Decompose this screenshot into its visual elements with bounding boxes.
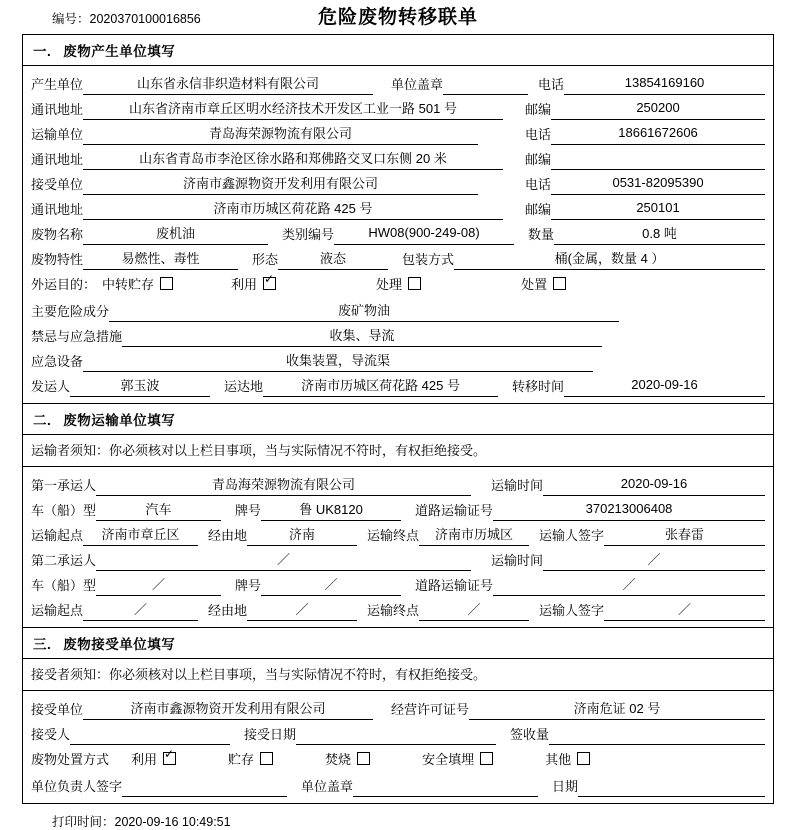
received-amount-label: 签收量	[510, 727, 550, 742]
waste-package-label: 包装方式	[402, 252, 455, 267]
purpose-option-utilize-label: 利用	[231, 277, 258, 292]
emergency-equipment-label: 应急设备	[31, 354, 84, 369]
plate1-label: 牌号	[235, 503, 262, 518]
disposal-option-store-label: 贮存	[228, 752, 255, 767]
section2-number: 二.	[33, 413, 52, 428]
section1-header-row	[23, 35, 774, 66]
vehicle1-label: 车（船）型	[31, 503, 97, 518]
section3-number: 三.	[33, 637, 52, 652]
start2-value[interactable]: ／	[83, 599, 198, 621]
transport-unit-row	[31, 120, 765, 145]
section2-body	[23, 467, 773, 627]
waste-package-value[interactable]: 桶(金属，数量 4 ）	[454, 248, 765, 270]
carrier1-row	[31, 471, 765, 496]
receiving-unit-row	[31, 695, 765, 720]
receiving-date-value[interactable]	[296, 725, 496, 745]
receiving-unit-value[interactable]: 济南市鑫源物资开发利用有限公司	[83, 698, 373, 720]
signature-date-value[interactable]	[578, 777, 765, 797]
waste-quantity-value[interactable]: 0.8 吨	[554, 223, 765, 245]
license2-value[interactable]: ／	[493, 574, 765, 596]
hazard-component-value[interactable]: 废矿物油	[109, 300, 619, 322]
start2-label: 运输起点	[31, 603, 84, 618]
unit-stamp-label: 单位盖章	[301, 779, 354, 794]
purpose-option-utilize[interactable]	[231, 274, 276, 293]
leader-signature-row	[31, 772, 765, 797]
transfer-time-label: 转移时间	[512, 379, 565, 394]
print-time-value: 2020-09-16 10:49:51	[114, 815, 231, 829]
purpose-option-transit-checkbox[interactable]	[160, 277, 173, 290]
carrier2-row	[31, 546, 765, 571]
arrive-place-value[interactable]: 济南市历城区荷花路 425 号	[263, 375, 498, 397]
receiver-zip-label: 邮编	[525, 202, 552, 217]
transport-unit-value[interactable]: 青岛海荣源物流有限公司	[83, 123, 478, 145]
producer-address-value[interactable]: 山东省济南市章丘区明水经济技术开发区工业一路 501 号	[83, 98, 503, 120]
producer-zip-label: 邮编	[525, 102, 552, 117]
carrier2-time-label: 运输时间	[491, 553, 544, 568]
route2-row	[31, 596, 765, 621]
transfer-time-value[interactable]: 2020-09-16	[564, 377, 765, 397]
leader-signature-value[interactable]	[122, 777, 287, 797]
section2-header-row	[23, 404, 774, 435]
license2-label: 道路运输证号	[415, 578, 494, 593]
plate1-value[interactable]: 鲁 UK8120	[261, 499, 401, 521]
producer-phone-label: 电话	[538, 77, 565, 92]
receiving-date-label: 接受日期	[244, 727, 297, 742]
disposal-option-incinerate-label: 焚烧	[325, 752, 352, 767]
transport-phone-label: 电话	[525, 127, 552, 142]
section1-body	[23, 66, 773, 403]
end1-value[interactable]: 济南市历城区	[419, 524, 529, 546]
hazard-component-row	[31, 297, 765, 322]
producer-stamp-value[interactable]	[443, 75, 528, 95]
disposal-option-incinerate[interactable]	[325, 749, 370, 768]
disposal-method-label: 废物处置方式	[31, 752, 110, 767]
unit-stamp-value[interactable]	[353, 777, 538, 797]
disposal-option-landfill[interactable]	[422, 749, 493, 768]
section3-notice-row	[23, 659, 774, 691]
purpose-option-transit-label: 中转贮存	[102, 277, 155, 292]
disposal-option-store-checkbox[interactable]	[260, 752, 273, 765]
transport-zip-label: 邮编	[525, 152, 552, 167]
print-time	[22, 804, 774, 830]
producer-stamp-label: 单位盖章	[391, 77, 444, 92]
waste-name-row	[31, 220, 765, 245]
receiver-phone-label: 电话	[525, 177, 552, 192]
sign2-value[interactable]: ／	[604, 599, 765, 621]
plate2-label: 牌号	[235, 578, 262, 593]
signature-date-label: 日期	[552, 779, 579, 794]
receiver-unit-value[interactable]: 济南市鑫源物资开发利用有限公司	[83, 173, 478, 195]
end1-label: 运输终点	[367, 528, 420, 543]
disposal-option-landfill-label: 安全填埋	[422, 752, 475, 767]
waste-name-label: 废物名称	[31, 227, 84, 242]
producer-label: 产生单位	[31, 77, 84, 92]
sign1-value[interactable]: 张春雷	[604, 524, 765, 546]
transport-address-label: 通讯地址	[31, 152, 84, 167]
waste-property-row	[31, 245, 765, 270]
waste-category-value[interactable]: HW08(900-249-08)	[334, 225, 514, 245]
sender-label: 发运人	[31, 379, 71, 394]
end2-value[interactable]: ／	[419, 599, 529, 621]
transport-address-row	[31, 145, 765, 170]
receiver-address-label: 通讯地址	[31, 202, 84, 217]
vehicle1-row	[31, 496, 765, 521]
section3-header-row	[23, 628, 774, 659]
transport-phone-value[interactable]: 18661672606	[551, 125, 765, 145]
waste-property-value[interactable]: 易燃性、毒性	[83, 248, 238, 270]
license1-label: 道路运输证号	[415, 503, 494, 518]
section1-title: 废物产生单位填写	[63, 44, 176, 59]
disposal-option-utilize-checkbox[interactable]	[163, 752, 176, 765]
waste-form-value[interactable]: 液态	[278, 248, 388, 270]
via1-label: 经由地	[208, 528, 248, 543]
manifest-table	[22, 34, 774, 804]
section2-title: 废物运输单位填写	[63, 413, 176, 428]
section1-header	[23, 35, 773, 65]
sign1-label: 运输人签字	[539, 528, 605, 543]
producer-value[interactable]: 山东省永信非织造材料有限公司	[83, 73, 373, 95]
document-header	[22, 0, 774, 34]
receiver-unit-label: 接受单位	[31, 177, 84, 192]
section2-notice-row	[23, 435, 774, 467]
vehicle1-value[interactable]: 汽车	[96, 499, 221, 521]
document-code-value: 2020370100016856	[89, 12, 201, 26]
vehicle2-value[interactable]: ／	[96, 574, 221, 596]
producer-address-label: 通讯地址	[31, 102, 84, 117]
receiver-address-row	[31, 195, 765, 220]
disposal-option-other-label: 其他	[545, 752, 572, 767]
page-title: 危险废物转移联单	[317, 7, 478, 28]
section3-body-row	[23, 691, 774, 804]
disposal-option-landfill-checkbox[interactable]	[480, 752, 493, 765]
purpose-row	[31, 270, 765, 297]
disposal-option-utilize-label: 利用	[131, 752, 158, 767]
purpose-option-treat[interactable]	[376, 274, 421, 293]
purpose-option-treat-checkbox[interactable]	[408, 277, 421, 290]
purpose-option-utilize-checkbox[interactable]	[263, 277, 276, 290]
via2-label: 经由地	[208, 603, 248, 618]
producer-zip-value[interactable]: 250200	[551, 100, 765, 120]
purpose-option-dispose-label: 处置	[521, 277, 548, 292]
end2-label: 运输终点	[367, 603, 420, 618]
waste-property-label: 废物特性	[31, 252, 84, 267]
section2-body-row	[23, 467, 774, 628]
license1-value[interactable]: 370213006408	[493, 501, 765, 521]
receiver-phone-value[interactable]: 0531-82095390	[551, 175, 765, 195]
permit-value[interactable]: 济南危证 02 号	[469, 698, 765, 720]
taboo-label: 禁忌与应急措施	[31, 329, 123, 344]
section2-header	[23, 404, 773, 434]
print-time-label: 打印时间：	[52, 815, 115, 829]
carrier2-label: 第二承运人	[31, 553, 97, 568]
section3-title: 废物接受单位填写	[63, 637, 176, 652]
receiver-zip-value[interactable]: 250101	[551, 200, 765, 220]
sign2-label: 运输人签字	[539, 603, 605, 618]
permit-label: 经营许可证号	[391, 702, 470, 717]
receiver-address-value[interactable]: 济南市历城区荷花路 425 号	[83, 198, 503, 220]
purpose-option-dispose-checkbox[interactable]	[553, 277, 566, 290]
transport-zip-value[interactable]	[551, 150, 765, 170]
section1-number: 一.	[33, 44, 52, 59]
purpose-option-treat-label: 处理	[376, 277, 403, 292]
carrier2-value[interactable]: ／	[96, 549, 471, 571]
leader-signature-label: 单位负责人签字	[31, 779, 123, 794]
purpose-option-dispose[interactable]	[521, 274, 566, 293]
carrier1-value[interactable]: 青岛海荣源物流有限公司	[96, 474, 471, 496]
hazard-component-label: 主要危险成分	[31, 304, 110, 319]
section3-notice: 接受者须知：你必须核对以上栏目事项，当与实际情况不符时，有权拒绝接受。	[31, 667, 487, 682]
disposal-option-other-checkbox[interactable]	[577, 752, 590, 765]
received-amount-value[interactable]	[549, 725, 765, 745]
waste-category-label: 类别编号	[282, 227, 335, 242]
emergency-equipment-row	[31, 347, 765, 372]
taboo-row	[31, 322, 765, 347]
via1-value[interactable]: 济南	[247, 524, 357, 546]
section1-body-row	[23, 66, 774, 404]
purpose-option-transit[interactable]	[102, 274, 173, 293]
transport-address-value[interactable]: 山东省青岛市李沧区徐水路和郑佛路交叉口东侧 20 米	[83, 148, 503, 170]
receiving-person-label: 接受人	[31, 727, 71, 742]
sender-value[interactable]: 郭玉波	[70, 375, 210, 397]
producer-address-row	[31, 95, 765, 120]
carrier2-time-value[interactable]: ／	[543, 549, 765, 571]
section3-body	[23, 691, 773, 803]
taboo-value[interactable]: 收集、导流	[122, 325, 602, 347]
start1-value[interactable]: 济南市章丘区	[83, 524, 198, 546]
carrier1-time-label: 运输时间	[491, 478, 544, 493]
disposal-option-store[interactable]	[228, 749, 273, 768]
transport-unit-label: 运输单位	[31, 127, 84, 142]
arrive-place-label: 运达地	[224, 379, 264, 394]
producer-phone-value[interactable]: 13854169160	[564, 75, 765, 95]
carrier1-label: 第一承运人	[31, 478, 97, 493]
receiving-unit-label: 接受单位	[31, 702, 84, 717]
waste-name-value[interactable]: 废机油	[83, 223, 268, 245]
vehicle2-row	[31, 571, 765, 596]
plate2-value[interactable]: ／	[261, 574, 401, 596]
section2-notice: 运输者须知：你必须核对以上栏目事项，当与实际情况不符时，有权拒绝接受。	[31, 443, 487, 458]
disposal-option-utilize[interactable]	[131, 749, 176, 768]
disposal-option-other[interactable]	[545, 749, 590, 768]
carrier1-time-value[interactable]: 2020-09-16	[543, 476, 765, 496]
start1-label: 运输起点	[31, 528, 84, 543]
document-code-label: 编号：	[52, 12, 90, 26]
section3-header	[23, 628, 773, 658]
purpose-label: 外运目的：	[31, 277, 97, 292]
vehicle2-label: 车（船）型	[31, 578, 97, 593]
disposal-option-incinerate-checkbox[interactable]	[357, 752, 370, 765]
via2-value[interactable]: ／	[247, 599, 357, 621]
receiving-person-value[interactable]	[70, 725, 230, 745]
sender-row	[31, 372, 765, 397]
route1-row	[31, 521, 765, 546]
producer-row	[31, 70, 765, 95]
waste-form-label: 形态	[252, 252, 279, 267]
emergency-equipment-value[interactable]: 收集装置，导流渠	[83, 350, 593, 372]
receiver-unit-row	[31, 170, 765, 195]
receiving-person-row	[31, 720, 765, 745]
waste-quantity-label: 数量	[528, 227, 555, 242]
